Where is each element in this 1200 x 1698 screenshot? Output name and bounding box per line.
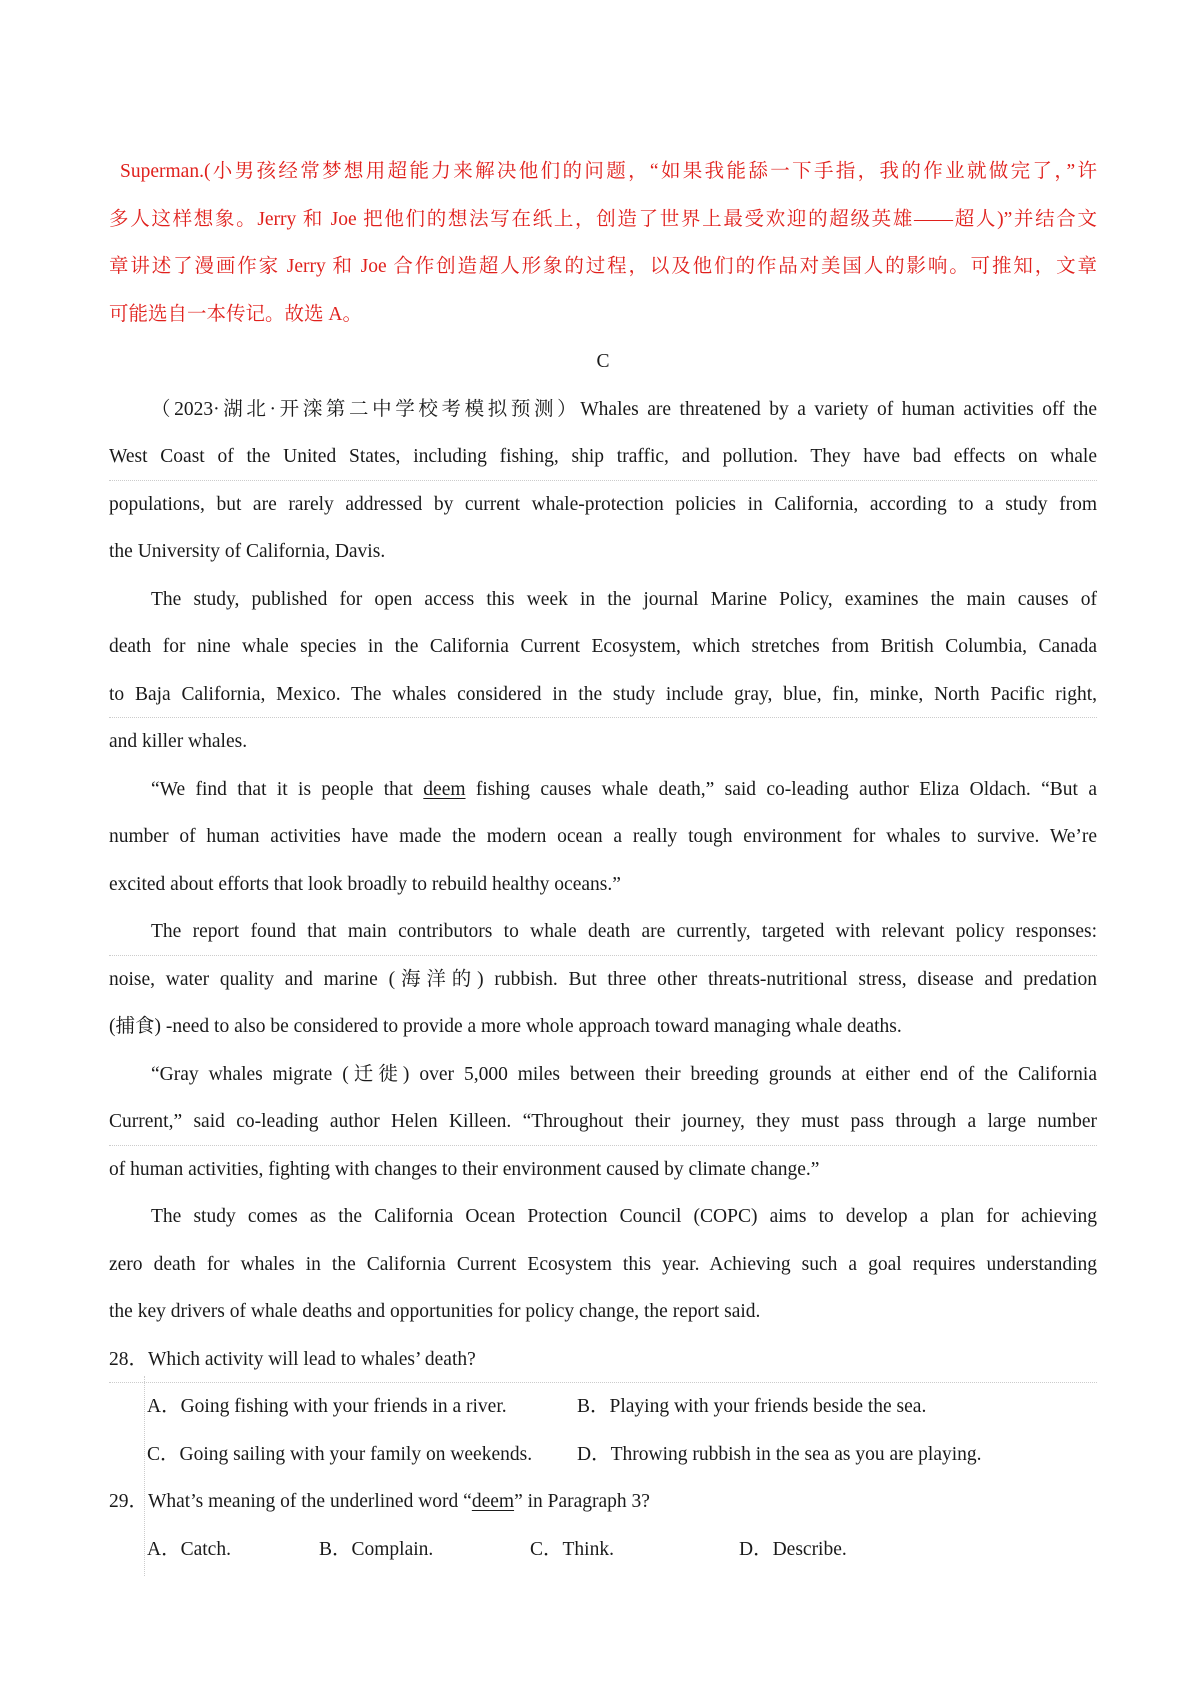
underlined-word-deem: deem	[471, 1491, 515, 1512]
question-stem: 28．Which activity will lead to whales’ death?	[109, 1336, 1097, 1384]
text-span: ” in Paragraph 3?	[514, 1491, 650, 1512]
paragraph-line: excited about efforts that look broadly to rebuild healthy oceans.”	[109, 873, 621, 895]
paragraph-line: populations, but are rarely addressed by current whale-protection policies in California, according to a study from	[109, 493, 1097, 515]
paragraph-6	[109, 1193, 1097, 1336]
paragraph-3	[109, 766, 1097, 909]
text-span: fishing causes whale death,” said co-leading author Eliza Oldach. “But a	[465, 778, 1097, 800]
option-c[interactable]: C．Think.	[530, 1538, 614, 1560]
option-c[interactable]: C．Going sailing with your family on weekends.	[147, 1443, 533, 1465]
paragraph-5	[109, 1051, 1097, 1194]
paragraph-1	[109, 386, 1097, 576]
option-d[interactable]: D．Describe.	[739, 1538, 847, 1560]
explanation-line: 可能选自一本传记。故选 A。	[109, 303, 362, 325]
document-page	[109, 148, 1097, 1573]
paragraph-line: West Coast of the United States, including fishing, ship traffic, and pollution. They have bad effects on whale	[109, 433, 1097, 481]
paragraph-line: and killer whales.	[109, 731, 248, 752]
option-b[interactable]: B．Playing with your friends beside the sea.	[577, 1396, 927, 1417]
explanation-line: Superman.(小男孩经常梦想用超能力来解决他们的问题，“如果我能舔一下手指，我的作业就做完了，”许	[120, 161, 1097, 182]
paragraph-4	[109, 908, 1097, 1051]
paragraph-line	[109, 766, 1097, 814]
question-28	[109, 1336, 1097, 1479]
question-stem	[109, 1478, 1097, 1526]
paragraph-line: zero death for whales in the California Current Ecosystem this year. Achieving such a goal requires understanding	[109, 1253, 1097, 1275]
paragraph-line: of human activities, fighting with changes to their environment caused by climate change.”	[109, 1158, 820, 1180]
option-a[interactable]: A．Catch.	[147, 1538, 231, 1560]
paragraph-line: The study comes as the California Ocean Protection Council (COPC) aims to develop a plan for achieving	[151, 1206, 1097, 1227]
paragraph-line: the University of California, Davis.	[109, 541, 386, 562]
paragraph-line: （2023·湖北·开滦第二中学校考模拟预测）Whales are threatened by a variety of human activities off the	[151, 398, 1097, 420]
paragraph-line: “Gray whales migrate (迁徙) over 5,000 miles between their breeding grounds at either end of the California	[151, 1063, 1097, 1085]
explanation-line: 多人这样想象。Jerry 和 Joe 把他们的想法写在纸上，创造了世界上最受欢迎的超级英雄——超人)”并结合文	[109, 208, 1097, 230]
question-29	[109, 1478, 1097, 1573]
paragraph-line: The report found that main contributors to whale death are currently, targeted with relevant policy responses:	[109, 908, 1097, 956]
options-row	[109, 1383, 1097, 1431]
text-span: “We find that it is people that	[151, 778, 424, 800]
option-b[interactable]: B．Complain.	[319, 1538, 434, 1560]
paragraph-line: to Baja California, Mexico. The whales considered in the study include gray, blue, fin, minke, North Pacific right,	[109, 671, 1097, 719]
options-row	[109, 1526, 1097, 1574]
options-row	[109, 1431, 1097, 1479]
paragraph-2	[109, 576, 1097, 766]
underlined-word-deem: deem	[423, 778, 466, 800]
paragraph-line: number of human activities have made the modern ocean a really tough environment for whales to survive. We’re	[109, 826, 1097, 847]
paragraph-line: death for nine whale species in the California Current Ecosystem, which stretches from British Columbia, Canada	[109, 636, 1097, 657]
option-a[interactable]: A．Going fishing with your friends in a river.	[147, 1396, 507, 1417]
answer-explanation	[109, 148, 1097, 338]
explanation-line: 章讲述了漫画作家 Jerry 和 Joe 合作创造超人形象的过程，以及他们的作品对美国人的影响。可推知，文章	[109, 256, 1097, 277]
paragraph-line: noise, water quality and marine (海洋的) rubbish. But three other threats-nutritional stress, disease and predation	[109, 968, 1097, 990]
paragraph-line: The study, published for open access this week in the journal Marine Policy, examines the main causes of	[151, 588, 1097, 610]
text-span: 29．What’s meaning of the underlined word “	[109, 1491, 472, 1512]
section-title: C	[596, 351, 610, 372]
option-d[interactable]: D．Throwing rubbish in the sea as you are playing.	[577, 1443, 982, 1465]
paragraph-line: Current,” said co-leading author Helen Killeen. “Throughout their journey, they must pass through a large number	[109, 1098, 1097, 1146]
paragraph-line: (捕食) -need to also be considered to provide a more whole approach toward managing whale deaths.	[109, 1016, 902, 1037]
paragraph-line: the key drivers of whale deaths and opportunities for policy change, the report said.	[109, 1301, 761, 1322]
